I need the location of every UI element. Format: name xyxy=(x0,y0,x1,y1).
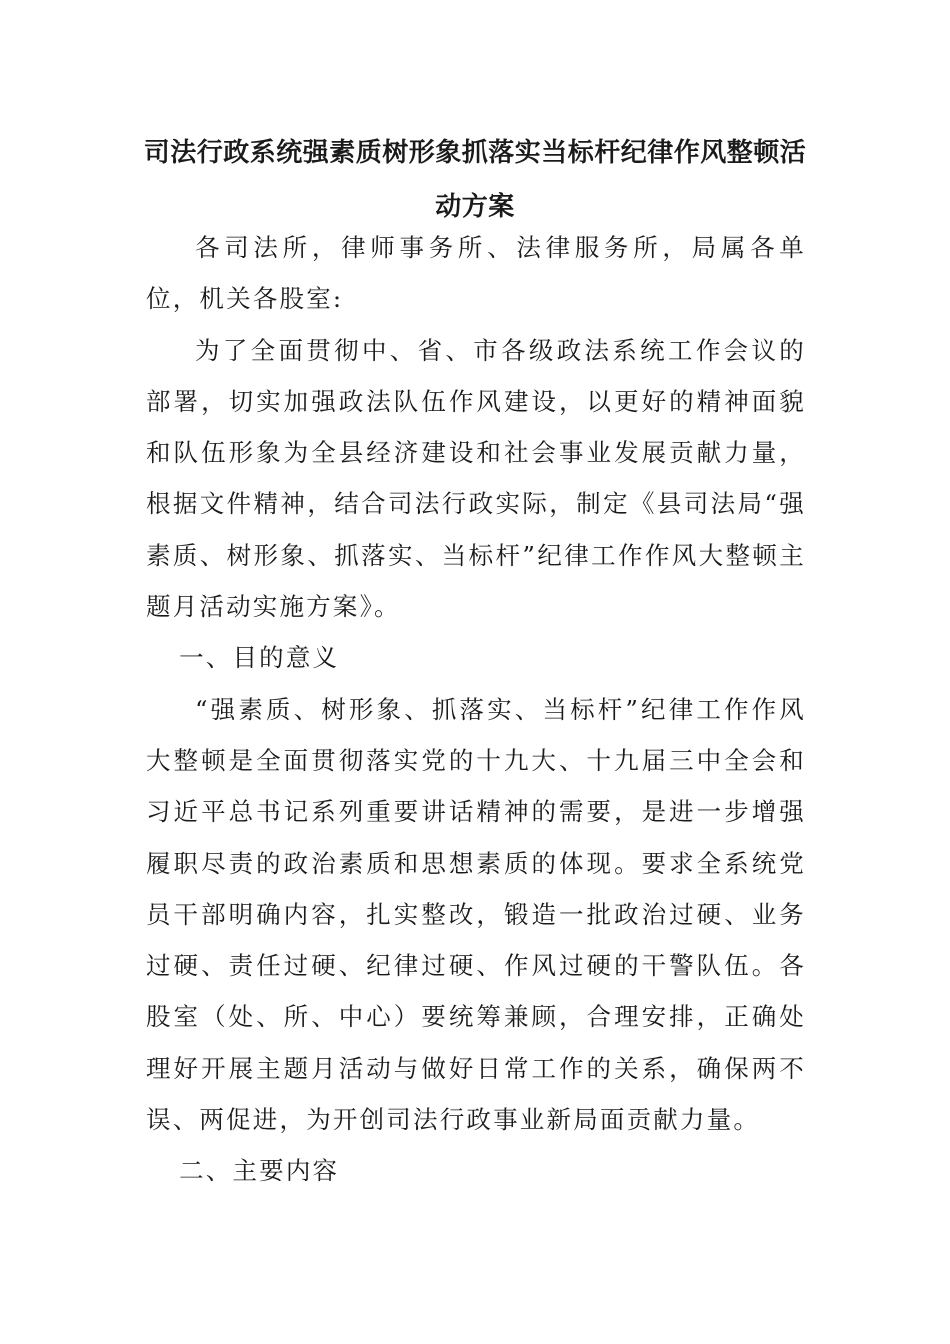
section-heading-1: 一、目的意义 xyxy=(179,643,340,673)
purpose-paragraph: “强素质、树形象、抓落实、当标杆”纪律工作作风大整顿是全面贯彻落实党的十九大、十九届三中全会和习近平总书记系列重要讲话精神的需要，是进一步增强履职尽责的政治素质和思想素质的体现。要求全系统党员干部明确内容，扎实整改，锻造一批政治过硬、业务过硬、责任过硬、纪律过硬、作风过硬的干警队伍。各股室（处、所、中心）要统筹兼顾，合理安排，正确处理好开展主题月活动与做好日常工作的关系，确保两不误、两促进，为开创司法行政事业新局面贡献力量。 xyxy=(146,694,806,1135)
title-line-2: 动方案 xyxy=(435,192,515,222)
salutation-paragraph: 各司法所，律师事务所、法律服务所，局属各单位，机关各股室: xyxy=(146,233,806,314)
document-body xyxy=(146,222,806,1197)
document-title xyxy=(140,126,810,234)
title-line-1: 司法行政系统强素质树形象抓落实当标杆纪律作风整顿活 xyxy=(143,138,807,168)
section-heading-2: 二、主要内容 xyxy=(179,1156,340,1186)
intro-paragraph: 为了全面贯彻中、省、市各级政法系统工作会议的部署，切实加强政法队伍作风建设，以更好的精神面貌和队伍形象为全县经济建设和社会事业发展贡献力量，根据文件精神，结合司法行政实际，制定《县司法局“强素质、树形象、抓落实、当标杆”纪律工作作风大整顿主题月活动实施方案》。 xyxy=(146,335,806,622)
